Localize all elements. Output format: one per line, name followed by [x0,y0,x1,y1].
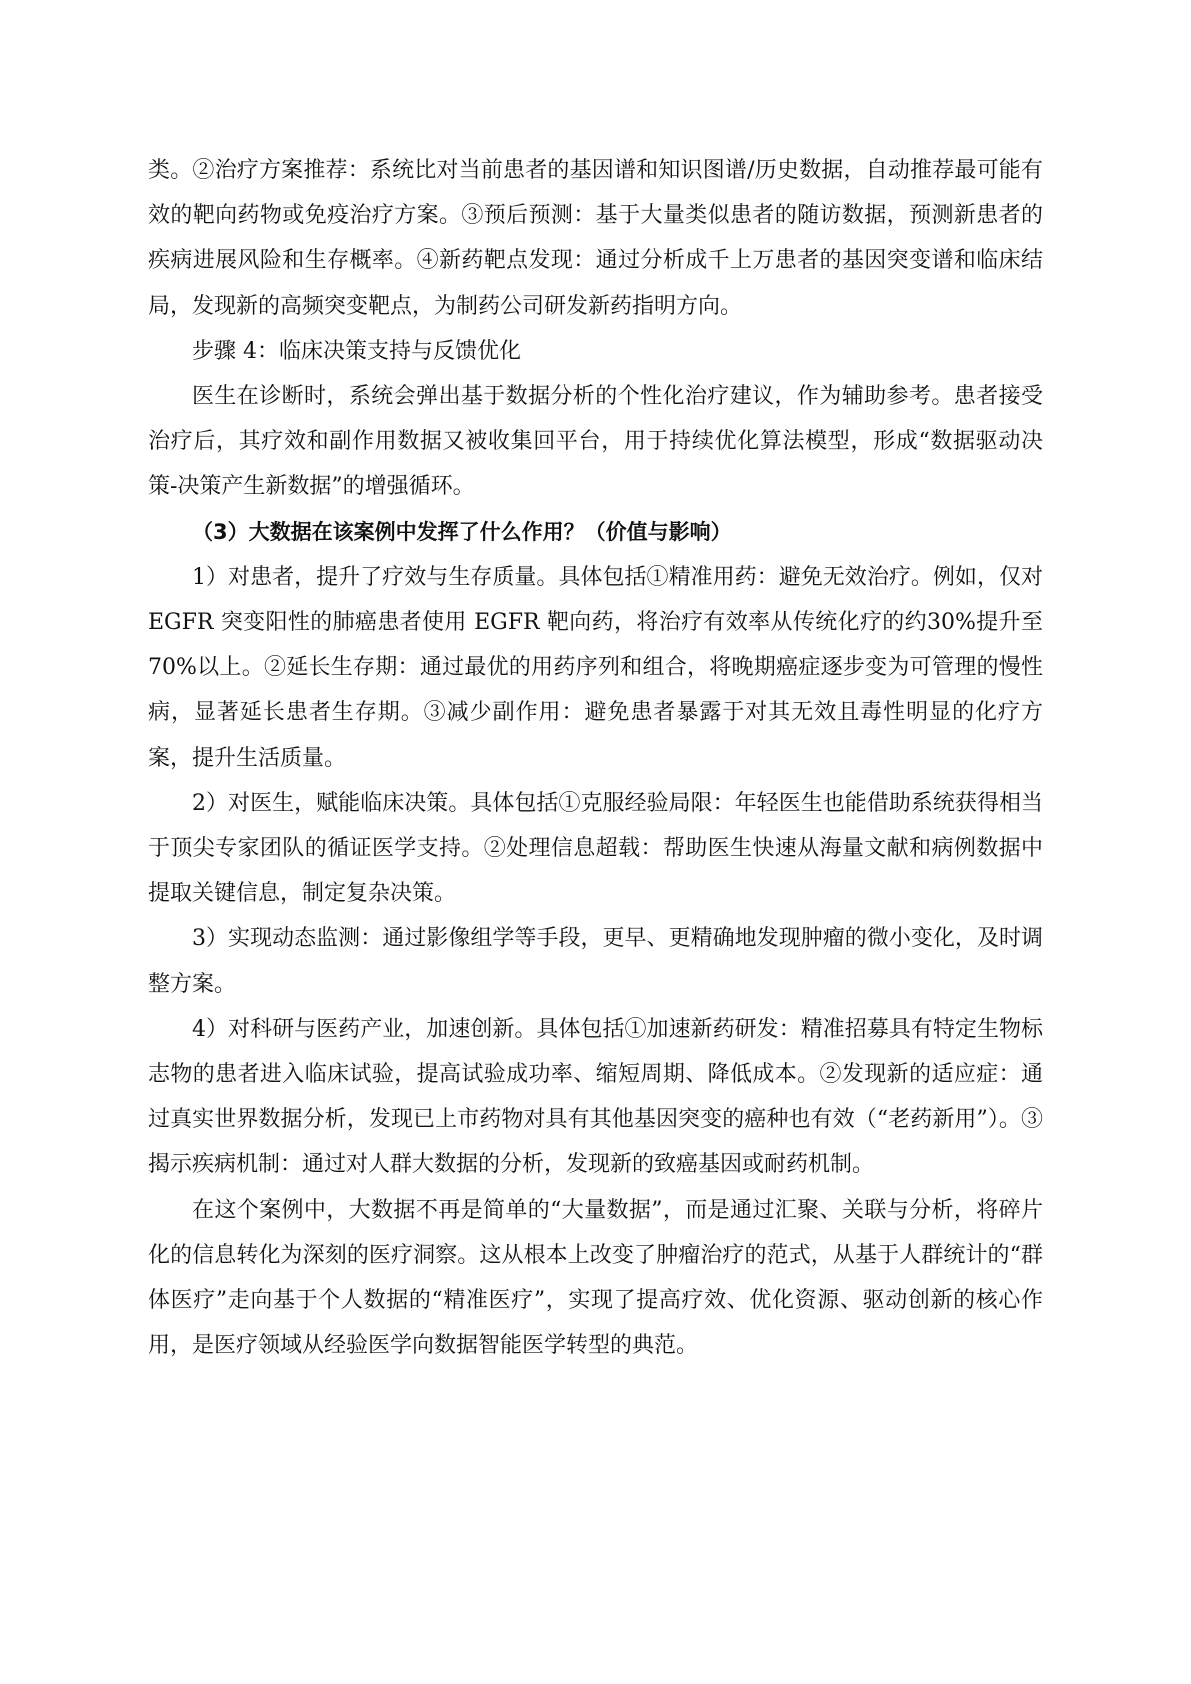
paragraph-conclusion: 在这个案例中，大数据不再是简单的“大量数据”，而是通过汇聚、关联与分析，将碎片化的信息转化为深刻的医疗洞察。这从根本上改变了肿瘤治疗的范式，从基于人群统计的“群体医疗”走向基于个人数据的“精准医疗”，实现了提高疗效、优化资源、驱动创新的核心作用，是医疗领域从经验医学向数据智能医学转型的典范。 [148,1197,1043,1359]
paragraph-patient-benefits: 1）对患者，提升了疗效与生存质量。具体包括①精准用药：避免无效治疗。例如，仅对 EGFR 突变阳性的肺癌患者使用 EGFR 靶向药，将治疗有效率从传统化疗的约30%提升至 70%以上。②延长生存期：通过最优的用药序列和组合，将晚期癌症逐步变为可管理的慢性病，显著延长患者生存期。③减少副作用：避免患者暴露于对其无效且毒性明显的化疗方案，提升生活质量。 [148,564,1043,771]
paragraph-treatment-recommendation: 类。②治疗方案推荐：系统比对当前患者的基因谱和知识图谱/历史数据，自动推荐最可能有效的靶向药物或免疫治疗方案。③预后预测：基于大量类似患者的随访数据，预测新患者的疾病进展风险和生存概率。④新药靶点发现：通过分析成千上万患者的基因突变谱和临床结局，发现新的高频突变靶点，为制药公司研发新药指明方向。 [148,158,1043,319]
paragraph-clinical-decision-support: 医生在诊断时，系统会弹出基于数据分析的个性化治疗建议，作为辅助参考。患者接受治疗后，其疗效和副作用数据又被收集回平台，用于持续优化算法模型，形成“数据驱动决策-决策产生新数据”的增强循环。 [148,384,1044,500]
paragraph-doctor-benefits: 2）对医生，赋能临床决策。具体包括①克服经验局限：年轻医生也能借助系统获得相当于顶尖专家团队的循证医学支持。②处理信息超载：帮助医生快速从海量文献和病例数据中提取关键信息，制定复杂决策。 [148,790,1043,907]
document-body [148,148,1043,1368]
paragraph-research-industry: 4）对科研与医药产业，加速创新。具体包括①加速新药研发：精准招募具有特定生物标志物的患者进入临床试验，提高试验成功率、缩短周期、降低成本。②发现新的适应症：通过真实世界数据分析，发现已上市药物对具有其他基因突变的癌种也有效（“老药新用”）。③揭示疾病机制：通过对人群大数据的分析，发现新的致癌基因或耐药机制。 [148,1016,1043,1178]
section-heading-value-impact: （3）大数据在该案例中发挥了什么作用？（价值与影响） [192,519,732,544]
paragraph-step4-title: 步骤 4：临床决策支持与反馈优化 [192,338,521,364]
paragraph-dynamic-monitoring: 3）实现动态监测：通过影像组学等手段，更早、更精确地发现肿瘤的微小变化，及时调整方案。 [148,926,1043,997]
